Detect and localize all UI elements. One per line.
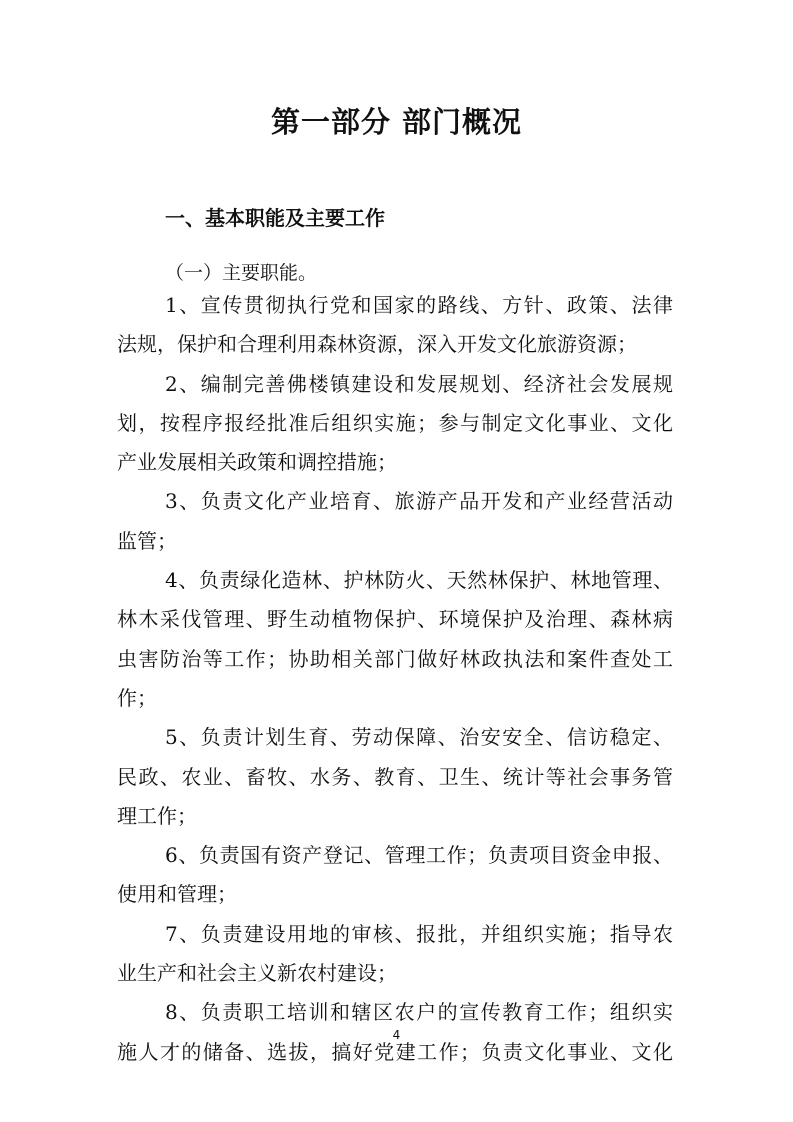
paragraph-line: 监管； (117, 528, 177, 553)
paragraph-line: 2、编制完善佛楼镇建设和发展规划、经济社会发展规 (165, 371, 673, 396)
paragraph (117, 718, 673, 836)
paragraph-line: 6、负责国有资产登记、管理工作；负责项目资金申报、 (165, 843, 673, 868)
paragraph-line: 8、负责职工培训和辖区农户的宣传教育工作；组织实 (165, 1000, 673, 1025)
paragraph-line: 施人才的储备、选拔，搞好党建工作；负责文化事业、文化 (117, 1039, 673, 1064)
paragraph-line: 划，按程序报经批准后组织实施；参与制定文化事业、文化 (117, 410, 673, 435)
paragraph (117, 365, 673, 483)
paragraph-line: 法规，保护和合理利用森林资源，深入开发文化旅游资源； (117, 332, 637, 357)
paragraph (117, 482, 673, 561)
paragraph (117, 286, 673, 365)
paragraph (117, 836, 673, 915)
paragraph-line: 使用和管理； (117, 882, 237, 907)
paragraph-line: 民政、农业、畜牧、水务、教育、卫生、统计等社会事务管 (117, 764, 673, 789)
paragraph-line: 作； (117, 685, 157, 710)
paragraph-line: 业生产和社会主义新农村建设； (117, 961, 397, 986)
paragraph (117, 915, 673, 994)
paragraph-line: 1、宣传贯彻执行党和国家的路线、方针、政策、法律 (165, 293, 673, 317)
paragraph-line: 产业发展相关政策和调控措施； (117, 450, 397, 475)
section-heading: 一、基本职能及主要工作 (165, 206, 385, 230)
paragraph-line: 虫害防治等工作；协助相关部门做好林政执法和案件查处工 (117, 646, 673, 671)
paragraph (117, 561, 673, 718)
paragraph-line: 5、负责计划生育、劳动保障、治安安全、信访稳定、 (165, 725, 673, 750)
paragraph-line: 林木采伐管理、野生动植物保护、环境保护及治理、森林病 (117, 607, 673, 632)
paragraph-line: 理工作； (117, 803, 197, 828)
document-body (117, 286, 673, 1072)
page-title: 第一部分 部门概况 (270, 105, 523, 139)
paragraph-line: 7、负责建设用地的审核、报批，并组织实施；指导农 (165, 921, 673, 946)
page-number: 4 (392, 1028, 401, 1042)
subsection-heading: （一）主要职能。 (165, 262, 318, 284)
paragraph-line: 4、负责绿化造林、护林防火、天然林保护、林地管理、 (165, 568, 673, 593)
paragraph-line: 3、负责文化产业培育、旅游产品开发和产业经营活动 (165, 489, 673, 514)
